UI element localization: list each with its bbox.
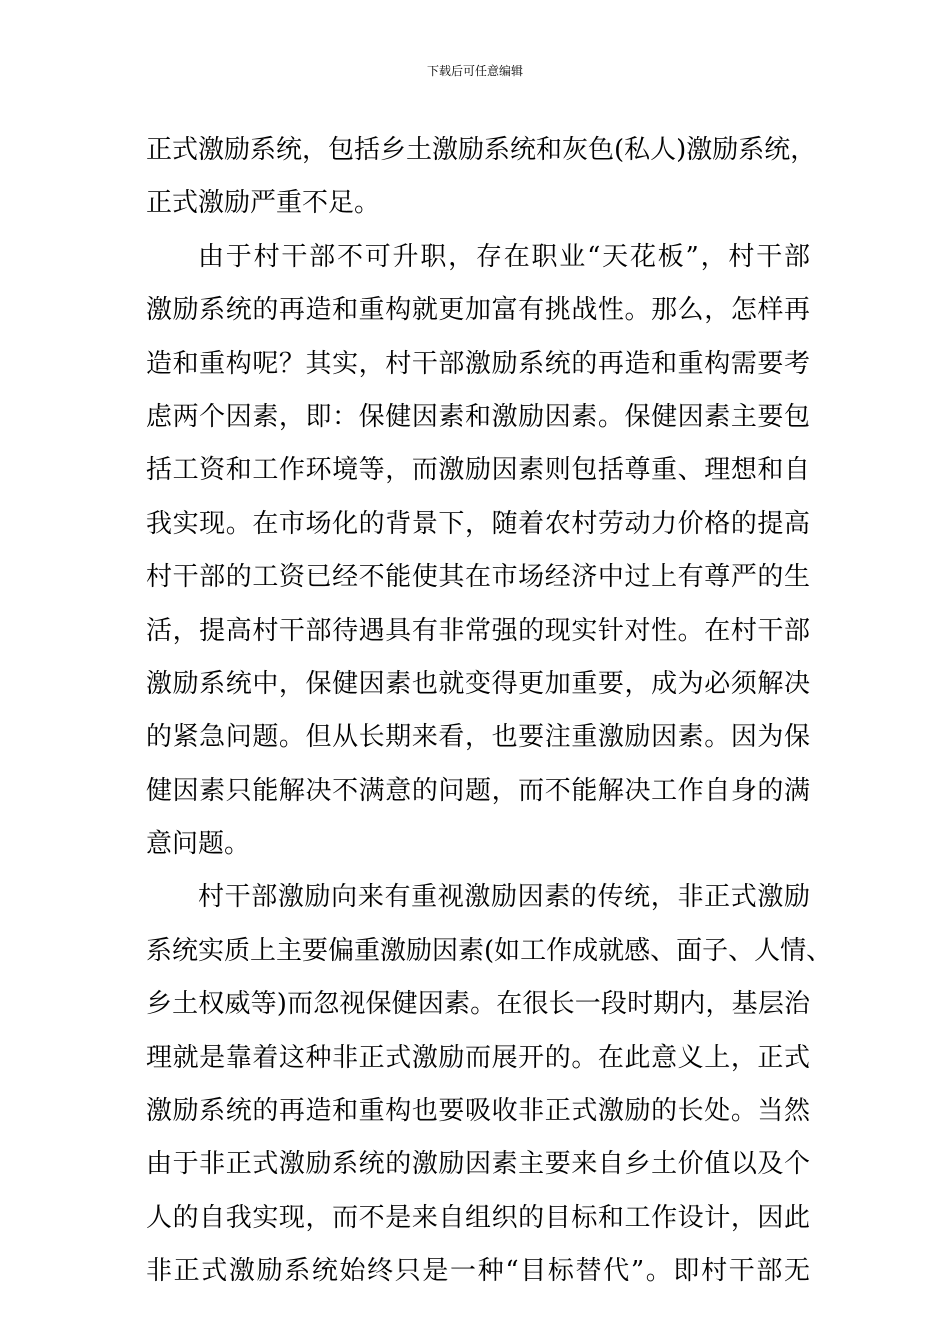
text-line: 我实现。在市场化的背景下，随着农村劳动力价格的提高: [146, 508, 810, 539]
text-line: 村干部激励向来有重视激励因素的传统，非正式激励: [198, 882, 810, 913]
text-line: 由于非正式激励系统的激励因素主要来自乡土价值以及个: [146, 1149, 810, 1180]
text-line: 非正式激励系统始终只是一种“目标替代”。即村干部无: [146, 1256, 810, 1287]
text-line: 意问题。: [146, 829, 251, 860]
text-line: 激励系统中，保健因素也就变得更加重要，成为必须解决: [146, 668, 810, 699]
text-line: 村干部的工资已经不能使其在市场经济中过上有尊严的生: [146, 562, 810, 593]
text-line: 正式激励严重不足。: [146, 188, 381, 219]
text-line: 人的自我实现，而不是来自组织的目标和工作设计，因此: [146, 1202, 810, 1233]
text-line: 健因素只能解决不满意的问题，而不能解决工作自身的满: [146, 775, 810, 806]
text-line: 正式激励系统，包括乡土激励系统和灰色(私人)激励系统，: [146, 135, 817, 165]
text-line: 虑两个因素，即：保健因素和激励因素。保健因素主要包: [146, 401, 810, 432]
text-line: 的紧急问题。但从长期来看，也要注重激励因素。因为保: [146, 722, 810, 753]
text-line: 造和重构呢？其实，村干部激励系统的再造和重构需要考: [146, 348, 810, 379]
text-line: 激励系统的再造和重构也要吸收非正式激励的长处。当然: [146, 1096, 810, 1127]
text-line: 由于村干部不可升职，存在职业“天花板”，村干部: [198, 241, 810, 272]
text-line: 激励系统的再造和重构就更加富有挑战性。那么，怎样再: [146, 295, 810, 326]
document-body: [146, 124, 833, 1299]
text-line: 括工资和工作环境等，而激励因素则包括尊重、理想和自: [146, 455, 810, 486]
paragraph-1: [146, 124, 817, 231]
paragraph-2: [146, 231, 810, 872]
page-header: 下载后可任意编辑: [426, 64, 523, 78]
text-line: 活，提高村干部待遇具有非常强的现实针对性。在村干部: [146, 615, 810, 646]
text-line: 乡土权威等)而忽视保健因素。在很长一段时期内，基层治: [146, 989, 810, 1020]
paragraph-3: [146, 871, 833, 1298]
text-line: 理就是靠着这种非正式激励而展开的。在此意义上，正式: [146, 1042, 810, 1073]
text-line: 系统实质上主要偏重激励因素(如工作成就感、面子、人情、: [146, 935, 833, 966]
